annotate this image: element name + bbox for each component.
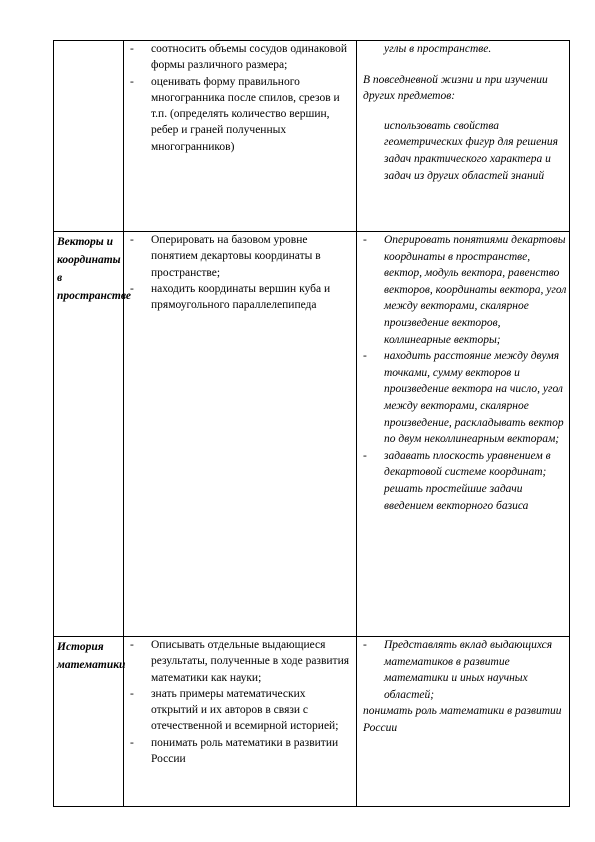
basic-level-cell xyxy=(124,637,357,807)
list-marker: - xyxy=(130,282,134,295)
basic-level-cell xyxy=(124,41,357,232)
list-marker: - xyxy=(130,75,134,88)
basic-level-cell xyxy=(124,232,357,637)
list-item xyxy=(357,232,567,348)
list-item xyxy=(357,448,567,481)
list-item xyxy=(124,686,354,735)
list-marker: - xyxy=(363,234,367,246)
list-item-text: соотносить объемы сосудов одинаковой формы различного размера; xyxy=(151,43,348,72)
list-item xyxy=(124,281,354,314)
paragraph-text: использовать свойства геометрических фигур для решения задач практического характера и задач из других областей знаний xyxy=(384,119,558,182)
list-item xyxy=(357,348,567,448)
list-item-text: задавать плоскость уравнением в декартовой системе координат; xyxy=(384,449,551,479)
list-marker: - xyxy=(130,687,134,700)
list-marker: - xyxy=(130,736,134,749)
list-marker: - xyxy=(130,43,134,55)
standards-table xyxy=(53,40,570,807)
list-item xyxy=(124,232,354,281)
paragraph-text: понимать роль математики в развитии России xyxy=(363,705,562,734)
list-marker: - xyxy=(363,449,367,462)
advanced-level-cell xyxy=(357,637,570,807)
list-item-text: Представлять вклад выдающихся математиков в развитие математики и иных научных областей; xyxy=(384,639,553,701)
list-item xyxy=(124,637,354,686)
list-marker: - xyxy=(363,350,367,363)
list-item-text: Описывать отдельные выдающиеся результаты, полученные в ходе развития математики как науки; xyxy=(151,639,350,684)
list-item-text: Оперировать понятиями декартовы координаты в пространстве, вектор, модуль вектора, равенство векторов, координаты вектора, угол между векторами, скалярное произведение векторов, коллинеарные векторы; xyxy=(384,234,567,346)
list-item xyxy=(124,74,354,155)
list-item-text: находить расстояние между двумя точками, сумму векторов и произведение вектора на число, угол между векторами, скалярное произведение, раскладывать вектор по двум неколлинеарным векторам; xyxy=(384,350,564,446)
list-item-text: оценивать форму правильного многогранника после спилов, срезов и т.п. (определять количество вершин, ребер и граней полученных многогранников) xyxy=(151,75,340,153)
list-marker: - xyxy=(363,639,367,651)
paragraph-text: решать простейшие задачи введением векторного базиса xyxy=(384,482,529,512)
topic-cell xyxy=(54,637,124,807)
list-item-text: понимать роль математики в развитии России xyxy=(151,736,339,766)
section-heading: В повседневной жизни и при изучении других предметов: xyxy=(363,73,548,103)
list-item-text: Оперировать на базовом уровне понятием декартовы координаты в пространстве; xyxy=(151,234,321,279)
advanced-level-cell xyxy=(357,232,570,637)
list-item-text: находить координаты вершин куба и прямоугольного параллелепипеда xyxy=(151,282,331,312)
topic-title: Векторы и координаты в пространстве xyxy=(57,236,131,302)
list-item xyxy=(124,735,354,768)
list-item xyxy=(357,637,567,703)
topic-title: История математики xyxy=(57,641,126,671)
list-marker: - xyxy=(130,639,134,651)
topic-cell xyxy=(54,232,131,637)
list-item xyxy=(124,41,354,74)
table-row xyxy=(54,232,570,637)
advanced-level-cell xyxy=(357,41,570,232)
list-marker: - xyxy=(130,234,134,246)
list-item-text: знать примеры математических открытий и их авторов в связи с отечественной и всемирной историей; xyxy=(151,687,339,733)
continued-text: углы в пространстве. xyxy=(384,43,492,55)
topic-cell xyxy=(54,41,124,232)
table-row xyxy=(54,637,570,807)
table-row xyxy=(54,41,570,232)
